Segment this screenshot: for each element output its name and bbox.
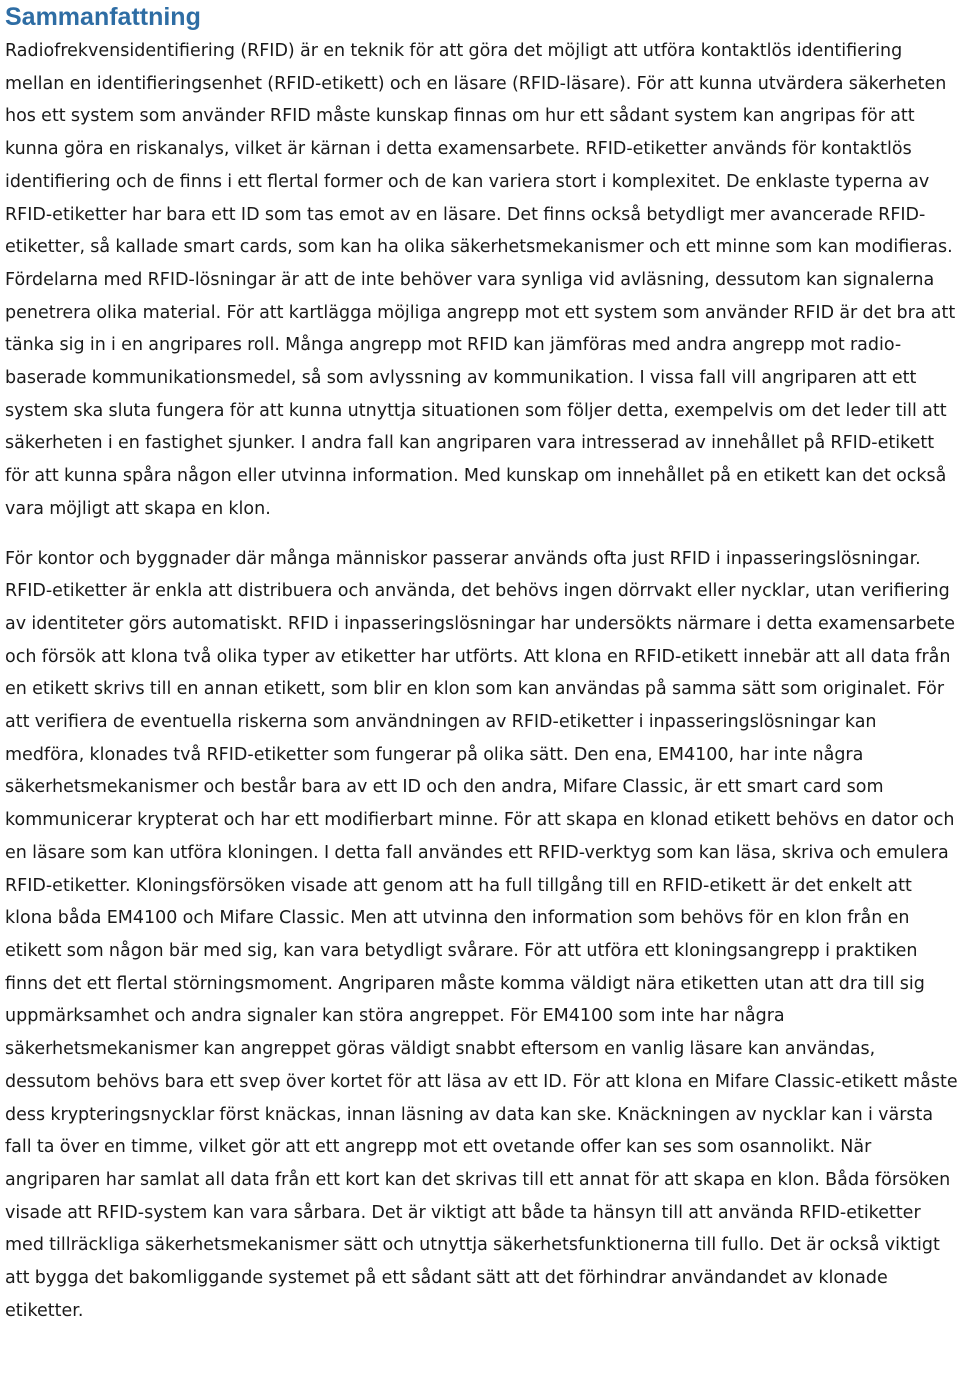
document-page: [5, 0, 960, 1327]
section-heading: Sammanfattning: [5, 3, 201, 31]
summary-paragraph-2: För kontor och byggnader där många människor passerar används ofta just RFID i inpasseringslösningar. RFID-etiketter är enkla att distribuera och använda, det behövs ingen dörrvakt eller nycklar, utan verifiering av identiteter görs automatiskt. RFID i inpasseringslösningar har undersökts närmare i detta examensarbete och försök att klona två olika typer av etiketter har utförts. Att klona en RFID-etikett innebär att all data från en etikett skrivs till en annan etikett, som blir en klon som kan användas på samma sätt som originalet. För att verifiera de eventuella riskerna som användningen av RFID-etiketter i inpasseringslösningar kan medföra, klonades två RFID-etiketter som fungerar på olika sätt. Den ena, EM4100, har inte några säkerhetsmekanismer och består bara av ett ID och den andra, Mifare Classic, är ett smart card som kommunicerar krypterat och har ett modifierbart minne. För att skapa en klonad etikett behövs en dator och en läsare som kan utföra kloningen. I detta fall användes ett RFID-verktyg som kan läsa, skriva och emulera RFID-etiketter. Kloningsförsöken visade att genom att ha full tillgång till en RFID-etikett är det enkelt att klona båda EM4100 och Mifare Classic. Men att utvinna den information som behövs för en klon från en etikett som någon bär med sig, kan vara betydligt svårare. För att utföra ett kloningsangrepp i praktiken finns det ett flertal störningsmoment. Angriparen måste komma väldigt nära etiketten utan att dra till sig uppmärksamhet och andra signaler kan störa angreppet. För EM4100 som inte har några säkerhetsmekanismer kan angreppet göras väldigt snabbt eftersom en vanlig läsare kan användas, dessutom behövs bara ett svep över kortet för att läsa av ett ID. För att klona en Mifare Classic-etikett måste dess krypteringsnycklar först knäckas, innan läsning av data kan ske. Knäckningen av nycklar kan i värsta fall ta över en timme, vilket gör att ett angrepp mot ett ovetande offer kan ses som osannolikt. När angriparen har samlat all data från ett kort kan det skrivas till ett annat för att skapa en klon. Båda försöken visade att RFID-system kan vara sårbara. Det är viktigt att både ta hänsyn till att använda RFID-etiketter med tillräckliga säkerhetsmekanismer sätt och utnyttja säkerhetsfunktionerna till fullo. Det är också viktigt att bygga det bakomliggande systemet på ett sådant sätt att det förhindrar användandet av klonade etiketter.: [5, 548, 958, 1321]
summary-paragraph-1: Radiofrekvensidentifiering (RFID) är en teknik för att göra det möjligt att utföra kontaktlös identifiering mellan en identifieringsenhet (RFID-etikett) och en läsare (RFID-läsare). För att kunna utvärdera säkerheten hos ett system som använder RFID måste kunskap finnas om hur ett sådant system kan angripas för att kunna göra en riskanalys, vilket är kärnan i detta examensarbete. RFID-etiketter används för kontaktlös identifiering och de finns i ett flertal former och de kan variera stort i komplexitet. De enklaste typerna av RFID-etiketter har bara ett ID som tas emot av en läsare. Det finns också betydligt mer avancerade RFID-etiketter, så kallade smart cards, som kan ha olika säkerhetsmekanismer och ett minne som kan modifieras. Fördelarna med RFID-lösningar är att de inte behöver vara synliga vid avläsning, dessutom kan signalerna penetrera olika material. För att kartlägga möjliga angrepp mot ett system som använder RFID är det bra att tänka sig in i en angripares roll. Många angrepp mot RFID kan jämföras med andra angrepp mot radio-baserade kommunikationsmedel, så som avlyssning av kommunikation. I vissa fall vill angriparen att ett system ska sluta fungera för att kunna utnyttja situationen som följer detta, exempelvis om det leder till att säkerheten i en fastighet sjunker. I andra fall kan angriparen vara intresserad av innehållet på RFID-etikett för att kunna spåra någon eller utvinna information. Med kunskap om innehållet på en etikett kan det också vara möjligt att skapa en klon.: [5, 41, 956, 519]
